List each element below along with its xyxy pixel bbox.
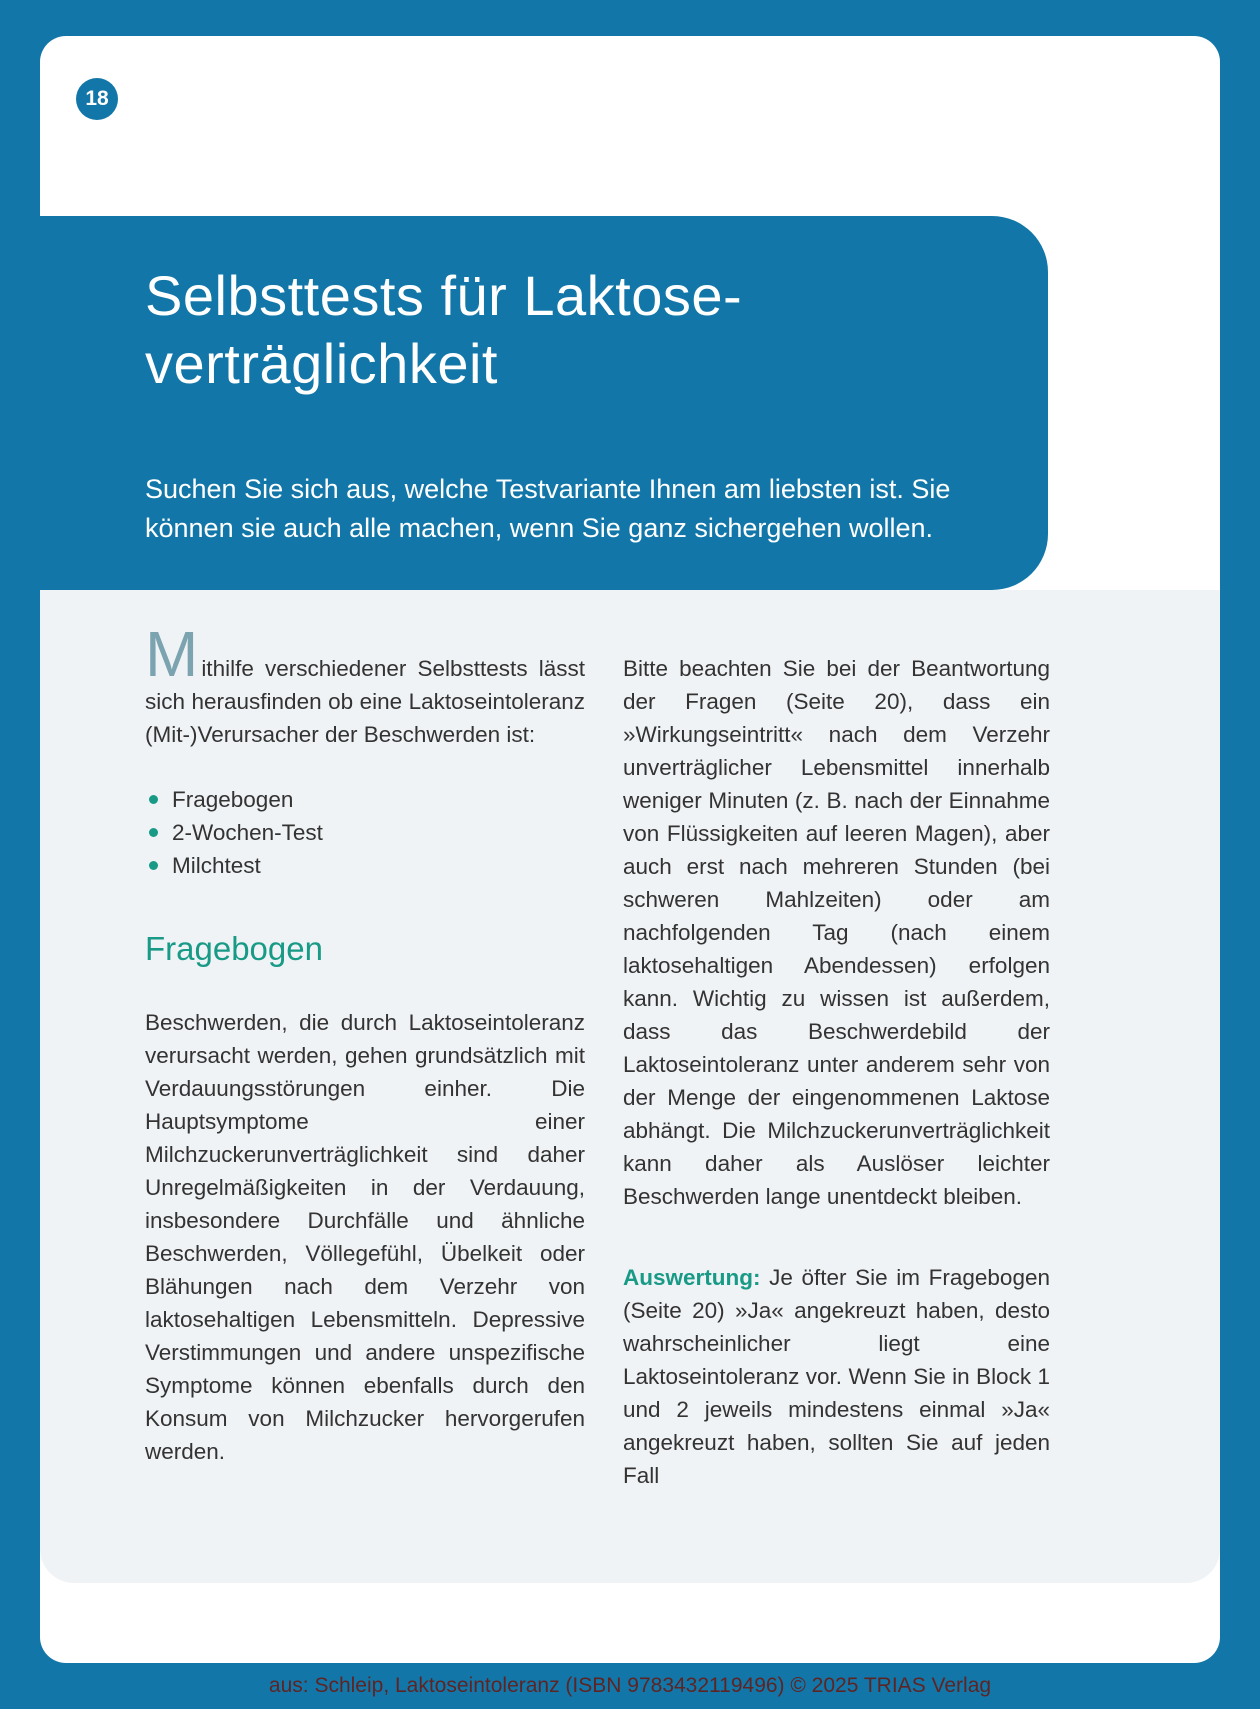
page-title — [145, 262, 968, 398]
list-item — [145, 849, 585, 882]
hints-paragraph: Bitte beachten Sie bei der Beantwortung der Fragen (Seite 20), dass ein »Wirkungseintritt« nach dem Verzehr unverträglicher Lebensmittel innerhalb weniger Minuten (z. B. nach der Einnahme von Flüssigkeiten auf leeren Magen), aber auch erst nach mehreren Stunden (bei schweren Mahlzeiten) oder am nachfolgenden Tag (nach einem laktosehaltigen Abendessen) erfolgen kann. Wichtig zu wissen ist außerdem, dass das Beschwerdebild der Laktoseintoleranz unter anderem sehr von der Menge der eingenommenen Laktose abhängt. Die Milchzuckerunverträglichkeit kann daher als Auslöser leichter Beschwerden lange unentdeckt bleiben. — [623, 656, 1050, 1209]
left-column — [145, 618, 585, 1492]
list-item-label: Milchtest — [172, 853, 261, 878]
list-item-label: 2-Wochen-Test — [172, 820, 323, 845]
bullet-icon — [149, 795, 158, 804]
page-number: 18 — [85, 87, 109, 110]
list-item-label: Fragebogen — [172, 787, 294, 812]
copyright-footer — [0, 1663, 1260, 1709]
footer-text: aus: Schleip, Laktoseintoleranz (ISBN 9783432119496) © 2025 TRIAS Verlag — [268, 1674, 992, 1697]
right-column — [623, 652, 1050, 1492]
page-number-badge — [76, 78, 118, 120]
chapter-header — [40, 216, 1048, 590]
section-heading-fragebogen: Fragebogen — [145, 930, 323, 967]
intro-paragraph — [145, 618, 585, 751]
page-title-line2: verträglichkeit — [145, 332, 498, 395]
test-variant-list — [145, 783, 585, 882]
auswertung-paragraph — [623, 1261, 1050, 1492]
bullet-icon — [149, 828, 158, 837]
intro-text: ithilfe verschiedener Selbsttests lässt sich herausfinden ob eine Laktoseintoleranz (Mit-)Verursacher der Beschwerden ist: — [145, 656, 585, 747]
dropcap-initial: M — [145, 618, 199, 690]
fragebogen-paragraph: Beschwerden, die durch Laktoseintoleranz verursacht werden, gehen grundsätzlich mit Verdauungsstörungen einher. Die Hauptsymptome einer Milchzuckerunverträglichkeit sind daher Unregelmäßigkeiten in der Verdauung, insbesondere Durchfälle und ähnliche Beschwerden, Völlegefühl, Übelkeit oder Blähungen nach dem Verzehr von laktosehaltigen Lebensmitteln. Depressive Verstimmungen und andere unspezifische Symptome können ebenfalls durch den Konsum von Milchzucker hervorgerufen werden. — [145, 1010, 585, 1464]
content-area — [40, 590, 1220, 1583]
list-item — [145, 816, 585, 849]
page-subtitle: Suchen Sie sich aus, welche Testvariante Ihnen am liebsten ist. Sie können sie auch alle machen, wenn Sie ganz sichergehen wollen. — [145, 474, 951, 543]
auswertung-text: Je öfter Sie im Fragebogen (Seite 20) »Ja« angekreuzt haben, desto wahrscheinlicher liegt eine Laktoseintoleranz vor. Wenn Sie in Block 1 und 2 jeweils mindestens einmal »Ja« angekreuzt haben, sollten Sie auf jeden Fall — [623, 1265, 1050, 1488]
two-column-layout — [40, 590, 1220, 1492]
book-page — [40, 36, 1220, 1663]
auswertung-label: Auswertung: — [623, 1265, 761, 1290]
bullet-icon — [149, 861, 158, 870]
page-title-line1: Selbsttests für Laktose- — [145, 264, 743, 327]
list-item — [145, 783, 585, 816]
